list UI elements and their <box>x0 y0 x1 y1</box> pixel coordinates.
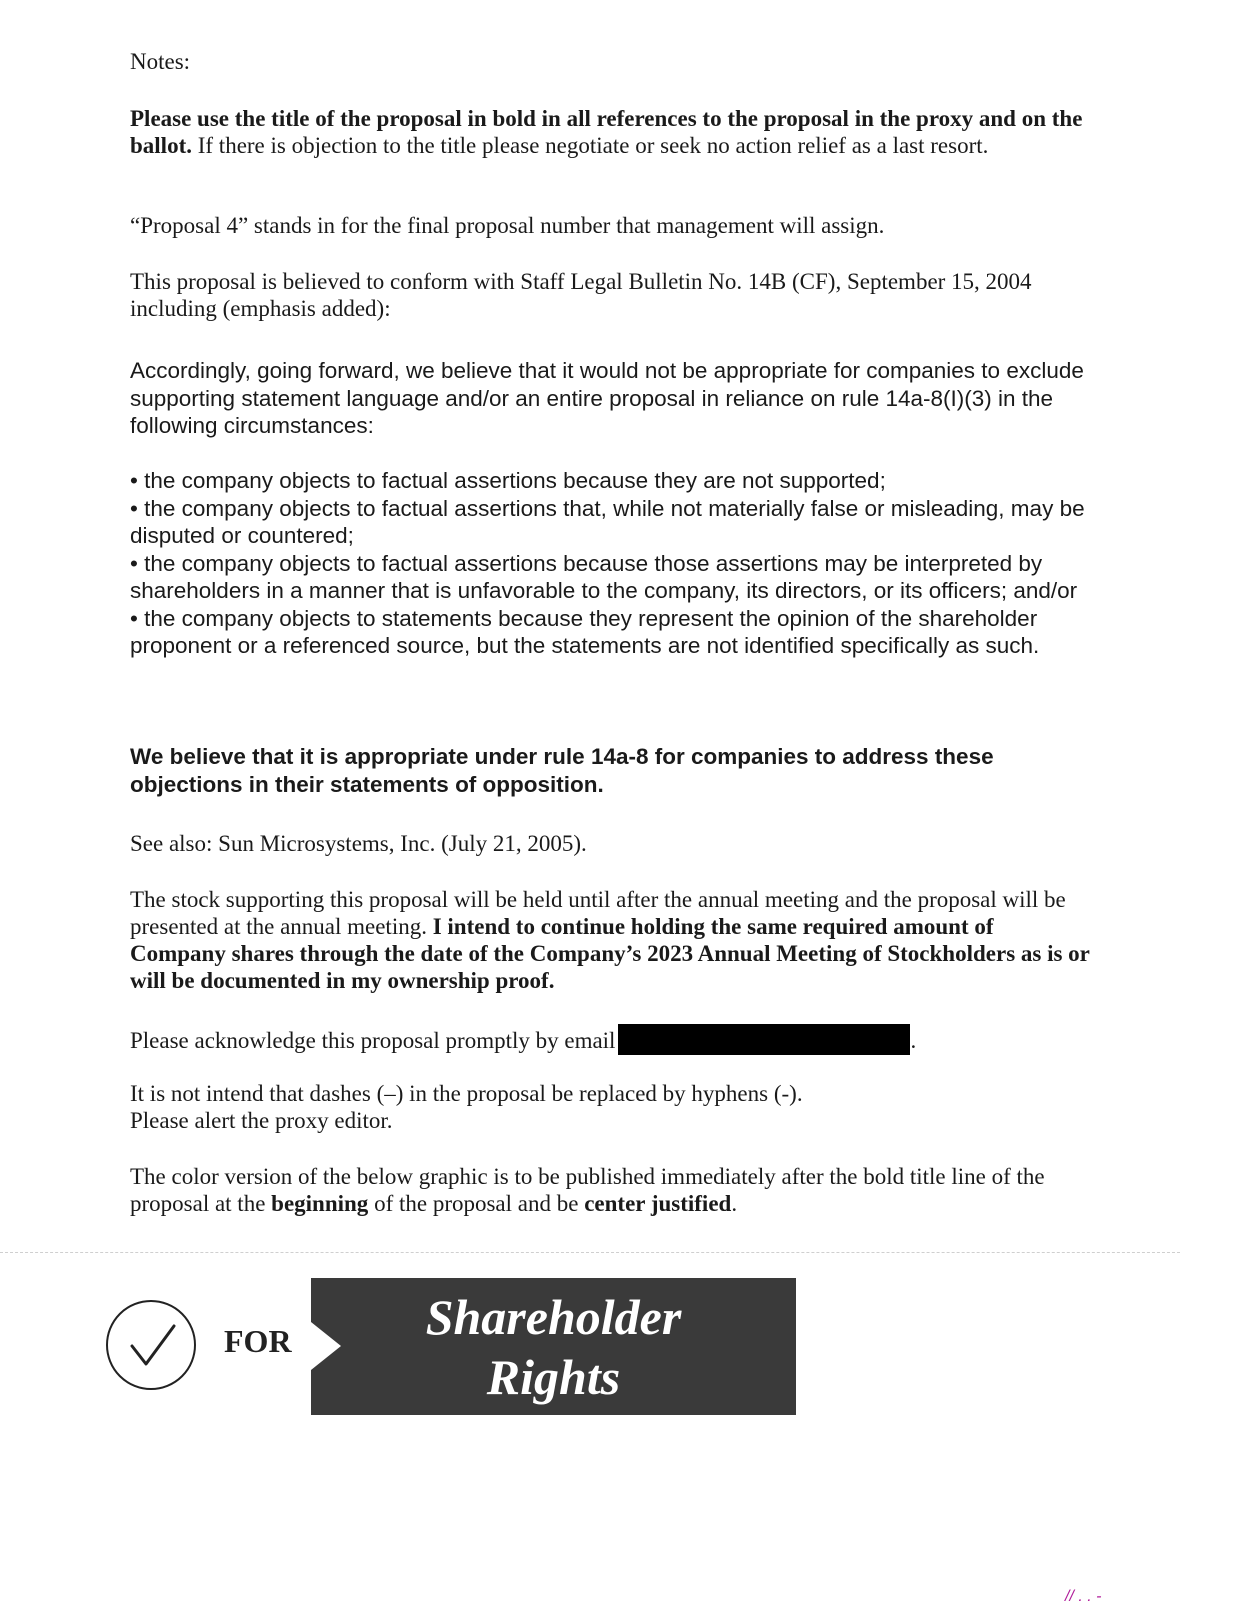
stock-holding-plain: The stock supporting this proposal will be held until after the annual meeting and the proposal will be presented at the annual meeting. <box>130 887 1066 939</box>
dashes-note: It is not intend that dashes (–) in the proposal be replaced by hyphens (-). Please alert the proxy editor. <box>130 1081 803 1133</box>
acknowledge-line: Please acknowledge this proposal promptly by email . <box>130 1024 1090 1055</box>
quote-intro: Accordingly, going forward, we believe that it would not be appropriate for companies to exclude supporting statement language and/or an entire proposal in reliance on rule 14a-8(I)(3) in the following circumstances: <box>130 358 1084 438</box>
bullet-item: • the company objects to factual assertions that, while not materially false or misleading, may be disputed or countered; <box>130 495 1085 548</box>
bullet-item: • the company objects to statements because they represent the opinion of the shareholder proponent or a referenced source, but the statements are not identified specifically as such. <box>130 605 1040 658</box>
bullet-item: • the company objects to factual assertions because those assertions may be interpreted by shareholders in a manner that is unfavorable to the company, its directors, or its officers; and/or <box>130 550 1078 603</box>
quote-bold-paragraph: We believe that it is appropriate under rule 14a-8 for companies to address these objections in their statements of opposition. <box>130 744 994 797</box>
stock-holding-bold: I intend to continue holding the same required amount of Company shares through the date of the Company’s 2023 Annual Meeting of Stockholders as is or will be documented in my ownership proof. <box>130 914 1090 993</box>
stock-holding-paragraph <box>130 886 1090 994</box>
color-version-note: The color version of the below graphic is to be published immediately after the bold title line of the proposal at the beginning of the proposal and be center justified. <box>130 1164 1045 1216</box>
corner-handwriting-mark: // . . - <box>1065 1588 1102 1605</box>
divider <box>0 1252 1180 1253</box>
check-circle-icon <box>106 1300 196 1390</box>
notes-heading: Notes: <box>130 49 191 74</box>
proposal-number-paragraph: “Proposal 4” stands in for the final proposal number that management will assign. <box>130 213 885 238</box>
redacted-email <box>618 1024 910 1055</box>
banner-line-2: Rights <box>486 1349 621 1405</box>
conform-paragraph: This proposal is believed to conform with Staff Legal Bulletin No. 14B (CF), September 15, 2004 including (emphasis added): <box>130 269 1032 321</box>
see-also-line: See also: Sun Microsystems, Inc. (July 21, 2005). <box>130 831 587 856</box>
title-instruction-bold: Please use the title of the proposal in bold in all references to the proposal in the proxy and on the ballot. <box>130 106 1083 158</box>
title-instruction-rest: If there is objection to the title please negotiate or seek no action relief as a last resort. <box>191 133 989 158</box>
banner-line-1: Shareholder <box>425 1289 682 1345</box>
for-shareholder-rights-graphic <box>106 1278 796 1418</box>
checkmark-icon <box>128 1320 178 1372</box>
title-instruction-paragraph <box>130 105 1090 159</box>
for-label: FOR <box>224 1323 292 1359</box>
bullet-list <box>130 467 1090 660</box>
bullet-item: • the company objects to factual assertions because they are not supported; <box>130 468 886 493</box>
shareholder-rights-banner <box>311 1278 796 1415</box>
